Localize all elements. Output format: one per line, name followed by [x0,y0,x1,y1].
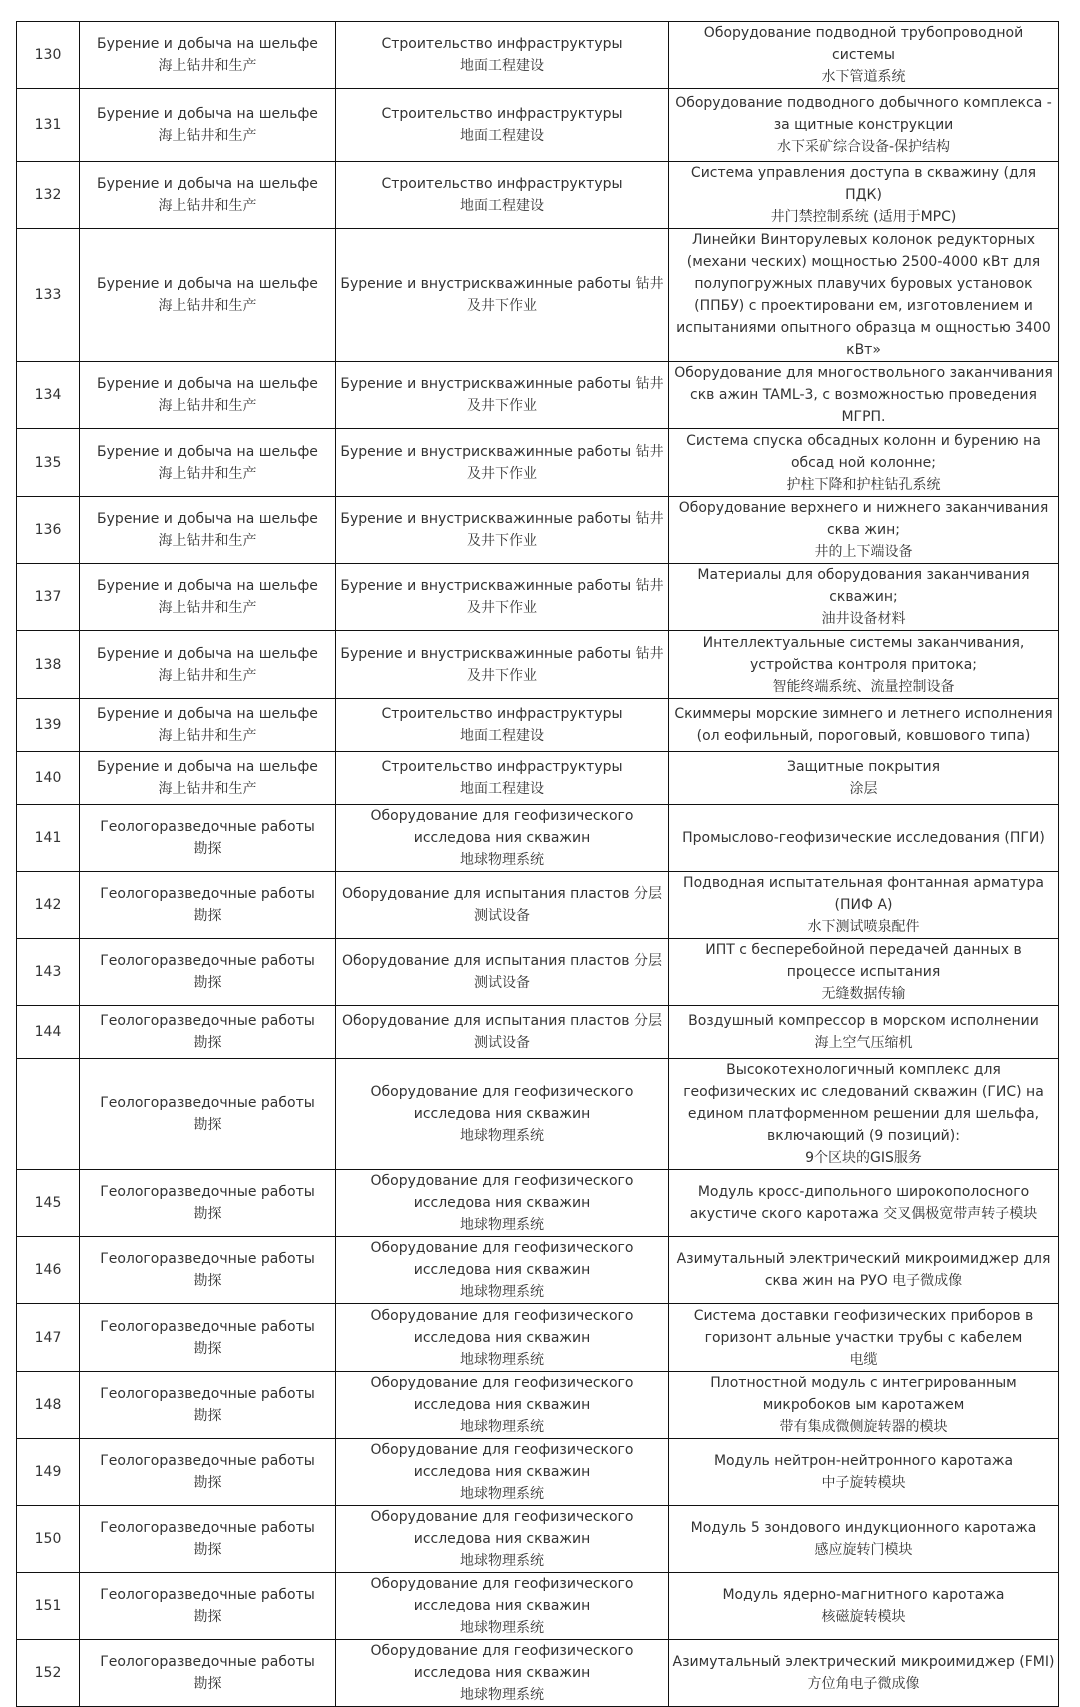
table-row [17,429,1059,497]
work-type-cell-line: Бурение и внустрискважинные работы 钻井及井下作业 [340,276,664,314]
equipment-cell [669,89,1059,162]
table-row [17,939,1059,1006]
category-cell-line: Бурение и добыча на шельфе [97,759,318,775]
category-cell [80,752,336,805]
work-type-cell-line: Оборудование для геофизического исследова ния скважин [370,1084,634,1122]
work-type-cell [336,229,669,362]
work-type-cell-line: 地球物理系统 [460,1620,544,1636]
equipment-cell [669,362,1059,429]
category-cell-line: 海上钻井和生产 [158,128,257,144]
table-row [17,699,1059,752]
category-cell [80,805,336,872]
row-number: 147 [17,1304,80,1372]
category-cell-line: Геологоразведочные работы [100,1251,315,1267]
category-cell-line: Бурение и добыча на шельфе [97,36,318,52]
row-number: 146 [17,1237,80,1304]
category-cell-line: 海上钻井和生产 [158,398,257,414]
equipment-cell-line: Модуль ядерно-магнитного каротажа [722,1587,1005,1603]
work-type-cell-line: Бурение и внустрискважинные работы 钻井及井下作业 [340,578,664,616]
row-number: 139 [17,699,80,752]
category-cell [80,939,336,1006]
work-type-cell [336,1059,669,1170]
category-cell-line: Геологоразведочные работы [100,953,315,969]
table-row [17,229,1059,362]
category-cell-line: Геологоразведочные работы [100,819,315,835]
category-cell [80,631,336,699]
work-type-cell-line: Оборудование для геофизического исследова ния скважин [370,1509,634,1547]
equipment-cell-line: 水下测试喷泉配件 [807,919,920,935]
work-type-cell [336,1640,669,1707]
work-type-cell [336,162,669,229]
category-cell-line: 勘探 [193,908,222,924]
equipment-cell [669,1170,1059,1237]
equipment-cell [669,631,1059,699]
work-type-cell-line: 地面工程建设 [460,58,544,74]
equipment-cell [669,872,1059,939]
category-cell [80,1170,336,1237]
work-type-cell-line: 地球物理系统 [460,1351,544,1368]
category-cell-line: 海上钻井和生产 [158,728,257,744]
row-number: 134 [17,362,80,429]
table-row [17,872,1059,939]
equipment-cell-line: Защитные покрытия [786,759,941,775]
table-row [17,752,1059,805]
equipment-cell [669,1439,1059,1506]
work-type-cell-line: Оборудование для испытания пластов 分层测试设备 [342,953,662,991]
row-number: 130 [17,22,80,89]
table-row [17,1170,1059,1237]
category-cell-line: Бурение и добыча на шельфе [97,578,318,594]
equipment-cell [669,1059,1059,1170]
work-type-cell-line: Строительство инфраструктуры [381,706,623,722]
equipment-cell-line: Оборудование для многоствольного заканчивания скв ажин TAML-3, с возможностью проведения МГРП. [674,365,1053,425]
equipment-cell-line: Воздушный компрессор в морском исполнении [688,1013,1039,1029]
work-type-cell [336,1506,669,1573]
work-type-cell-line: 地球物理系统 [460,1553,544,1569]
row-number: 137 [17,564,80,631]
equipment-cell [669,939,1059,1006]
row-number: 152 [17,1640,80,1707]
row-number: 150 [17,1506,80,1573]
table-row [17,497,1059,564]
equipment-cell [669,1304,1059,1372]
category-cell-line: 勘探 [193,1206,222,1222]
category-cell-line: 海上钻井和生产 [158,58,257,74]
category-cell-line: Бурение и добыча на шельфе [97,645,318,662]
category-cell-line: Бурение и добыча на шельфе [97,511,318,527]
work-type-cell [336,872,669,939]
work-type-cell [336,1439,669,1506]
equipment-cell-line: Промыслово-геофизические исследования (ПГИ) [682,830,1045,846]
category-cell-line: Геологоразведочные работы [100,1520,315,1536]
category-cell-line: 勘探 [193,1542,222,1558]
work-type-cell-line: Оборудование для испытания пластов 分层测试设备 [342,1013,662,1051]
work-type-cell-line: Оборудование для геофизического исследова ния скважин [370,1173,634,1211]
equipment-cell [669,429,1059,497]
table-row [17,162,1059,229]
row-number: 136 [17,497,80,564]
equipment-cell [669,1506,1059,1573]
category-cell-line: 勘探 [193,1609,222,1625]
table-row [17,1439,1059,1506]
table-row [17,22,1059,89]
row-number: 141 [17,805,80,872]
equipment-cell-line: Высокотехнологичный комплекс для геофизических ис следований скважин (ГИС) на едином платформенном решении для шельфа, включающий (9 позиций): [683,1062,1044,1144]
work-type-cell [336,631,669,699]
work-type-cell [336,939,669,1006]
category-cell-line: 勘探 [193,1408,222,1424]
category-cell [80,564,336,631]
equipment-cell [669,497,1059,564]
equipment-cell [669,1372,1059,1439]
equipment-cell-line: Скиммеры морские зимнего и летнего исполнения (ол еофильный, пороговый, ковшового типа) [674,706,1053,744]
work-type-cell-line: Оборудование для геофизического исследова ния скважин [370,1240,634,1278]
work-type-cell-line: Оборудование для геофизического исследова ния скважин [370,808,634,846]
table-row [17,805,1059,872]
category-cell-line: Бурение и добыча на шельфе [97,176,318,192]
row-number: 151 [17,1573,80,1640]
work-type-cell-line: 地球物理系统 [460,1128,544,1144]
category-cell-line: 勘探 [193,1035,222,1051]
row-number: 142 [17,872,80,939]
work-type-cell [336,564,669,631]
work-type-cell-line: 地球物理系统 [460,1419,544,1435]
table-row [17,1059,1059,1170]
equipment-cell [669,1573,1059,1640]
category-cell [80,22,336,89]
category-cell-line: 勘探 [193,841,222,857]
work-type-cell-line: 地球物理系统 [460,1687,544,1703]
work-type-cell [336,1170,669,1237]
category-cell-line: 海上钻井和生产 [158,600,257,616]
category-cell-line: Геологоразведочные работы [100,1095,315,1111]
category-cell-line: Геологоразведочные работы [100,1184,315,1200]
equipment-cell-line: Система спуска обсадных колонн и бурению на обсад ной колонне; [686,432,1041,471]
equipment-cell [669,1237,1059,1304]
category-cell-line: 海上钻井和生产 [158,298,257,314]
table-body [17,22,1059,1707]
table-row [17,1372,1059,1439]
table-row [17,564,1059,631]
row-number: 143 [17,939,80,1006]
row-number: 132 [17,162,80,229]
row-number: 148 [17,1372,80,1439]
row-number: 131 [17,89,80,162]
equipment-cell-line: 带有集成微侧旋转器的模块 [779,1419,948,1435]
category-cell [80,872,336,939]
work-type-cell-line: 地球物理系统 [460,852,544,868]
equipment-cell-line: 油井设备材料 [821,611,906,627]
equipment-cell-line: 海上空气压缩机 [814,1035,913,1051]
work-type-cell-line: Строительство инфраструктуры [381,36,623,52]
category-cell [80,1237,336,1304]
equipment-cell-line: 井门禁控制系统 (适用于MPC) [770,209,957,225]
equipment-cell [669,1006,1059,1059]
work-type-cell-line: Строительство инфраструктуры [381,106,623,122]
equipment-cell-line: 井的上下端设备 [814,544,913,560]
equipment-cell-line: ИПТ с бесперебойной передачей данных в процессе испытания [705,942,1022,980]
category-cell [80,1059,336,1170]
category-cell-line: Бурение и добыча на шельфе [97,376,318,392]
row-number [17,1059,80,1170]
work-type-cell-line: 地面工程建设 [460,128,544,144]
work-type-cell [336,497,669,564]
work-type-cell-line: 地球物理系统 [460,1217,544,1233]
equipment-cell [669,699,1059,752]
category-cell [80,229,336,362]
work-type-cell [336,1372,669,1439]
category-cell [80,362,336,429]
category-cell-line: Геологоразведочные работы [100,1587,315,1603]
work-type-cell-line: Оборудование для геофизического исследова ния скважин [370,1643,634,1681]
work-type-cell-line: Оборудование для геофизического исследова ния скважин [370,1375,634,1413]
category-cell [80,1439,336,1506]
table-row [17,1237,1059,1304]
equipment-cell-line: 护柱下降和护柱钻孔系统 [786,476,941,493]
category-cell-line: 海上钻井和生产 [158,465,257,482]
table-row [17,1006,1059,1059]
category-cell-line: 勘探 [193,1475,222,1491]
work-type-cell [336,699,669,752]
work-type-cell-line: Бурение и внустрискважинные работы 钻井及井下作业 [340,376,664,414]
work-type-cell-line: 地球物理系统 [460,1284,544,1300]
category-cell [80,497,336,564]
work-type-cell [336,362,669,429]
equipment-cell [669,22,1059,89]
equipment-cell-line: 9个区块的GIS服务 [805,1150,922,1166]
table-row [17,89,1059,162]
category-cell-line: 海上钻井和生产 [158,533,257,549]
category-cell-line: 海上钻井和生产 [158,781,257,797]
row-number: 135 [17,429,80,497]
table-row [17,1573,1059,1640]
table-row [17,1506,1059,1573]
category-cell-line: Геологоразведочные работы [100,886,315,902]
work-type-cell [336,22,669,89]
equipment-cell [669,1640,1059,1707]
equipment-cell-line: 核磁旋转模块 [821,1609,906,1625]
table-row [17,362,1059,429]
category-cell-line: Бурение и добыча на шельфе [97,706,318,722]
work-type-cell [336,1573,669,1640]
work-type-cell-line: Оборудование для испытания пластов 分层测试设备 [342,886,662,924]
table-row [17,631,1059,699]
work-type-cell [336,752,669,805]
category-cell [80,1506,336,1573]
equipment-cell-line: 水下管道系统 [821,69,906,85]
category-cell-line: Бурение и добыча на шельфе [97,106,318,122]
equipment-cell-line: Интеллектуальные системы заканчивания, устройства контроля притока; [702,634,1025,673]
category-cell [80,1304,336,1372]
equipment-cell-line: Материалы для оборудования заканчивания скважин; [697,567,1030,605]
work-type-cell-line: Бурение и внустрискважинные работы 钻井及井下作业 [340,645,664,684]
category-cell-line: 勘探 [193,1340,222,1357]
work-type-cell [336,89,669,162]
equipment-cell-line: 涂层 [849,781,878,797]
equipment-cell-line: Подводная испытательная фонтанная арматура (ПИФ А) [683,875,1044,913]
category-cell-line: 勘探 [193,975,222,991]
equipment-cell-line: Оборудование верхнего и нижнего заканчивания сква жин; [678,500,1049,538]
equipment-cell [669,752,1059,805]
category-cell-line: Бурение и добыча на шельфе [97,443,318,460]
equipment-cell-line: 感应旋转门模块 [814,1542,913,1558]
category-cell-line: 勘探 [193,1117,222,1133]
category-cell-line: Геологоразведочные работы [100,1453,315,1469]
work-type-cell [336,429,669,497]
category-cell-line: 勘探 [193,1273,222,1289]
category-cell-line: 勘探 [193,1676,222,1692]
category-cell [80,1006,336,1059]
row-number: 140 [17,752,80,805]
equipment-cell-line: Оборудование подводной трубопроводной системы [703,25,1024,63]
row-number: 144 [17,1006,80,1059]
table-row [17,1304,1059,1372]
equipment-cell-line: 中子旋转模块 [821,1475,906,1491]
equipment-cell-line: Система управления доступа в скважину (для ПДК) [690,165,1037,203]
equipment-cell-line: Модуль 5 зондового индукционного каротажа [690,1520,1037,1536]
category-cell [80,1573,336,1640]
equipment-cell-line: Азимутальный электрический микроимиджер для сква жин на РУО 电子微成像 [676,1251,1051,1289]
category-cell-line: 海上钻井和生产 [158,667,257,684]
work-type-cell-line: Бурение и внустрискважинные работы 钻井及井下作业 [340,511,664,549]
work-type-cell [336,1006,669,1059]
equipment-table [16,21,1059,1707]
work-type-cell-line: Бурение и внустрискважинные работы 钻井及井下作业 [340,443,664,482]
equipment-cell-line: 方位角电子微成像 [807,1676,920,1692]
work-type-cell [336,1237,669,1304]
category-cell-line: Геологоразведочные работы [100,1386,315,1402]
equipment-cell [669,162,1059,229]
work-type-cell-line: Оборудование для геофизического исследова ния скважин [370,1442,634,1480]
equipment-cell-line: 水下采矿综合设备-保护结构 [776,139,951,155]
category-cell-line: Геологоразведочные работы [100,1318,315,1335]
work-type-cell-line: 地面工程建设 [460,198,544,214]
row-number: 138 [17,631,80,699]
equipment-cell-line: Плотностной модуль с интегрированным микробоков ым каротажем [710,1375,1017,1413]
equipment-cell-line: Система доставки геофизических приборов в горизонт альные участки трубы с кабелем [693,1307,1034,1346]
equipment-cell-line: 无缝数据传输 [821,986,906,1002]
row-number: 149 [17,1439,80,1506]
work-type-cell-line: 地面工程建设 [460,728,544,744]
equipment-cell-line: Азимутальный электрический микроимиджер (FMI) [672,1654,1055,1670]
category-cell-line: Бурение и добыча на шельфе [97,276,318,292]
category-cell [80,429,336,497]
work-type-cell-line: Строительство инфраструктуры [381,176,623,192]
row-number: 133 [17,229,80,362]
equipment-cell [669,564,1059,631]
work-type-cell-line: 地面工程建设 [460,781,544,797]
equipment-cell-line: Оборудование подводного добычного комплекса - за щитные конструкции [675,95,1052,133]
equipment-cell [669,805,1059,872]
category-cell [80,162,336,229]
category-cell-line: Геологоразведочные работы [100,1654,315,1670]
work-type-cell-line: Оборудование для геофизического исследова ния скважин [370,1576,634,1614]
equipment-cell-line: Модуль нейтрон-нейтронного каротажа [713,1453,1014,1469]
equipment-cell-line: 电缆 [849,1351,878,1368]
category-cell [80,699,336,752]
category-cell-line: Геологоразведочные работы [100,1013,315,1029]
table-row [17,1640,1059,1707]
work-type-cell-line: Оборудование для геофизического исследова ния скважин [370,1307,634,1346]
category-cell-line: 海上钻井和生产 [158,198,257,214]
equipment-cell-line: 智能终端系统、流量控制设备 [772,678,955,695]
work-type-cell [336,805,669,872]
row-number: 145 [17,1170,80,1237]
equipment-cell-line: Модуль кросс-дипольного широкополосного акустиче ского каротажа 交叉偶极宽带声转子模块 [689,1184,1038,1222]
work-type-cell-line: 地球物理系统 [460,1486,544,1502]
category-cell [80,1640,336,1707]
category-cell [80,89,336,162]
equipment-cell [669,229,1059,362]
work-type-cell [336,1304,669,1372]
category-cell [80,1372,336,1439]
work-type-cell-line: Строительство инфраструктуры [381,759,623,775]
equipment-cell-line: Линейки Винторулевых колонок редукторных (механи ческих) мощностью 2500-4000 кВт для полупогружных плавучих буровых установок (ППБУ) с проектировани ем, изготовлением и испытаниями опытного образца м ощностью 3400 кВт» [676,232,1051,358]
